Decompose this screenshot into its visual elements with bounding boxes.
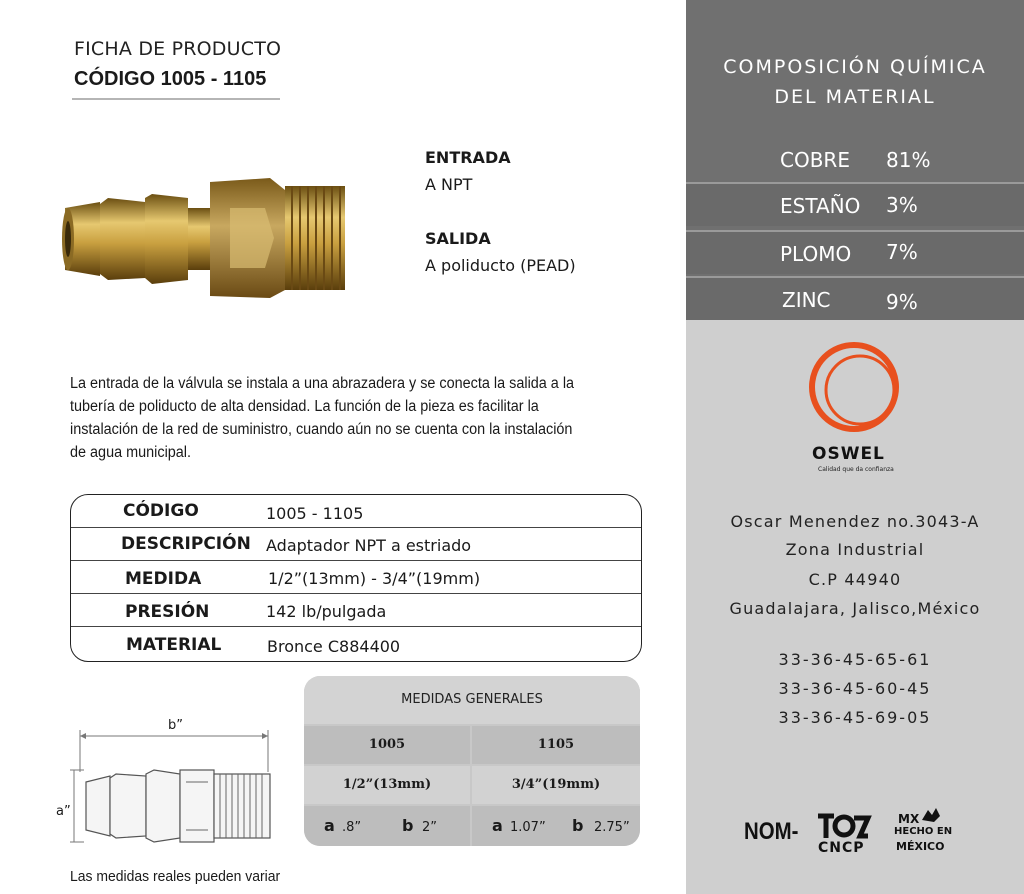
spec-label: CÓDIGO xyxy=(123,501,199,521)
spec-value: 142 lb/pulgada xyxy=(266,602,387,621)
spec-label: PRESIÓN xyxy=(125,602,210,622)
spec-row-medida xyxy=(71,561,641,594)
dims-a-label: a xyxy=(324,816,335,835)
spec-value: Bronce C884400 xyxy=(267,637,401,656)
product-code-title: CÓDIGO 1005 - 1105 xyxy=(74,68,267,90)
chemistry-title xyxy=(686,52,1024,112)
mexico-label: MÉXICO xyxy=(896,840,945,853)
phone-number: 33-36-45-69-05 xyxy=(778,708,932,727)
spec-value: 1005 - 1105 xyxy=(266,504,364,523)
salida-label: SALIDA xyxy=(425,229,491,248)
dimensions-table xyxy=(304,676,640,846)
dimension-a-label: a” xyxy=(56,804,71,819)
dims-ab-1005 xyxy=(304,806,470,846)
chem-element: ESTAÑO xyxy=(780,194,861,218)
entrada-label: ENTRADA xyxy=(425,148,511,167)
spec-value: 1/2”(13mm) - 3/4”(19mm) xyxy=(268,569,481,588)
chem-element: COBRE xyxy=(780,148,850,172)
mx-label: MX xyxy=(898,812,920,826)
dims-b-value: 2.75” xyxy=(594,820,630,835)
measurement-footnote: Las medidas reales pueden variar xyxy=(70,868,281,885)
cncp-label: CNCP xyxy=(818,840,865,856)
spec-value: Adaptador NPT a estriado xyxy=(266,536,472,555)
brand-name: OSWEL xyxy=(812,444,885,464)
chem-row-plomo xyxy=(686,230,1024,274)
brand-tagline: Calidad que da confianza xyxy=(818,466,894,473)
eagle-icon xyxy=(920,806,942,824)
product-image xyxy=(60,168,350,308)
dims-b-label: b xyxy=(402,816,414,835)
dims-code-1005: 1005 xyxy=(304,726,470,764)
chem-element: ZINC xyxy=(782,288,831,312)
address-line: C.P 44940 xyxy=(808,570,902,589)
dims-size-1105: 3/4”(19mm) xyxy=(472,766,640,804)
nom-badge: NOM- xyxy=(744,818,799,845)
dims-a-value: 1.07” xyxy=(510,820,546,835)
dims-code-1105: 1105 xyxy=(472,726,640,764)
chemistry-title-line2: DEL MATERIAL xyxy=(774,86,936,108)
chem-percent: 9% xyxy=(886,290,918,314)
dims-a-label: a xyxy=(492,816,503,835)
spec-label: MEDIDA xyxy=(125,569,202,589)
dimension-drawing xyxy=(50,712,290,852)
spec-row-descripcion xyxy=(71,528,641,561)
address-line: Oscar Menendez no.3043-A xyxy=(730,512,980,531)
spec-row-material xyxy=(71,627,641,660)
chem-percent: 7% xyxy=(886,240,918,264)
phone-number: 33-36-45-60-45 xyxy=(778,679,932,698)
address-line: Guadalajara, Jalisco,México xyxy=(729,599,981,618)
spec-label: DESCRIPCIÓN xyxy=(121,534,251,554)
spec-label: MATERIAL xyxy=(126,635,222,655)
chem-row-cobre xyxy=(686,138,1024,182)
chem-row-estano xyxy=(686,182,1024,226)
spec-row-codigo xyxy=(71,495,641,528)
chem-percent: 3% xyxy=(886,193,918,217)
chem-percent: 81% xyxy=(886,148,931,172)
salida-value: A poliducto (PEAD) xyxy=(425,256,576,275)
sheet-subtitle: FICHA DE PRODUCTO xyxy=(74,38,282,60)
chem-row-zinc xyxy=(686,276,1024,320)
dims-b-value: 2” xyxy=(422,820,438,835)
dims-b-label: b xyxy=(572,816,584,835)
dims-ab-1105 xyxy=(472,806,640,846)
spec-row-presion xyxy=(71,594,641,627)
dimensions-title: MEDIDAS GENERALES xyxy=(304,676,640,724)
dimension-b-label: b” xyxy=(168,718,183,733)
product-description: La entrada de la válvula se instala a una abrazadera y se conecta la salida a la tubería de poliducto de alta densidad. La función de la pieza es facilitar la instalación de la red de suministro, cuando aún no se cuenta con la instalación de agua municipal. xyxy=(70,375,575,461)
cncp-logo-icon xyxy=(814,808,872,842)
dims-size-1005: 1/2”(13mm) xyxy=(304,766,470,804)
spec-table xyxy=(70,494,642,662)
dims-a-value: .8” xyxy=(342,820,362,835)
phone-number: 33-36-45-65-61 xyxy=(778,650,932,669)
entrada-value: A NPT xyxy=(425,175,473,194)
address-line: Zona Industrial xyxy=(785,540,925,559)
chem-element: PLOMO xyxy=(780,242,852,266)
title-underline xyxy=(72,98,280,100)
hecho-en-label: HECHO EN xyxy=(894,826,953,837)
chemistry-title-line1: COMPOSICIÓN QUÍMICA xyxy=(723,56,987,78)
